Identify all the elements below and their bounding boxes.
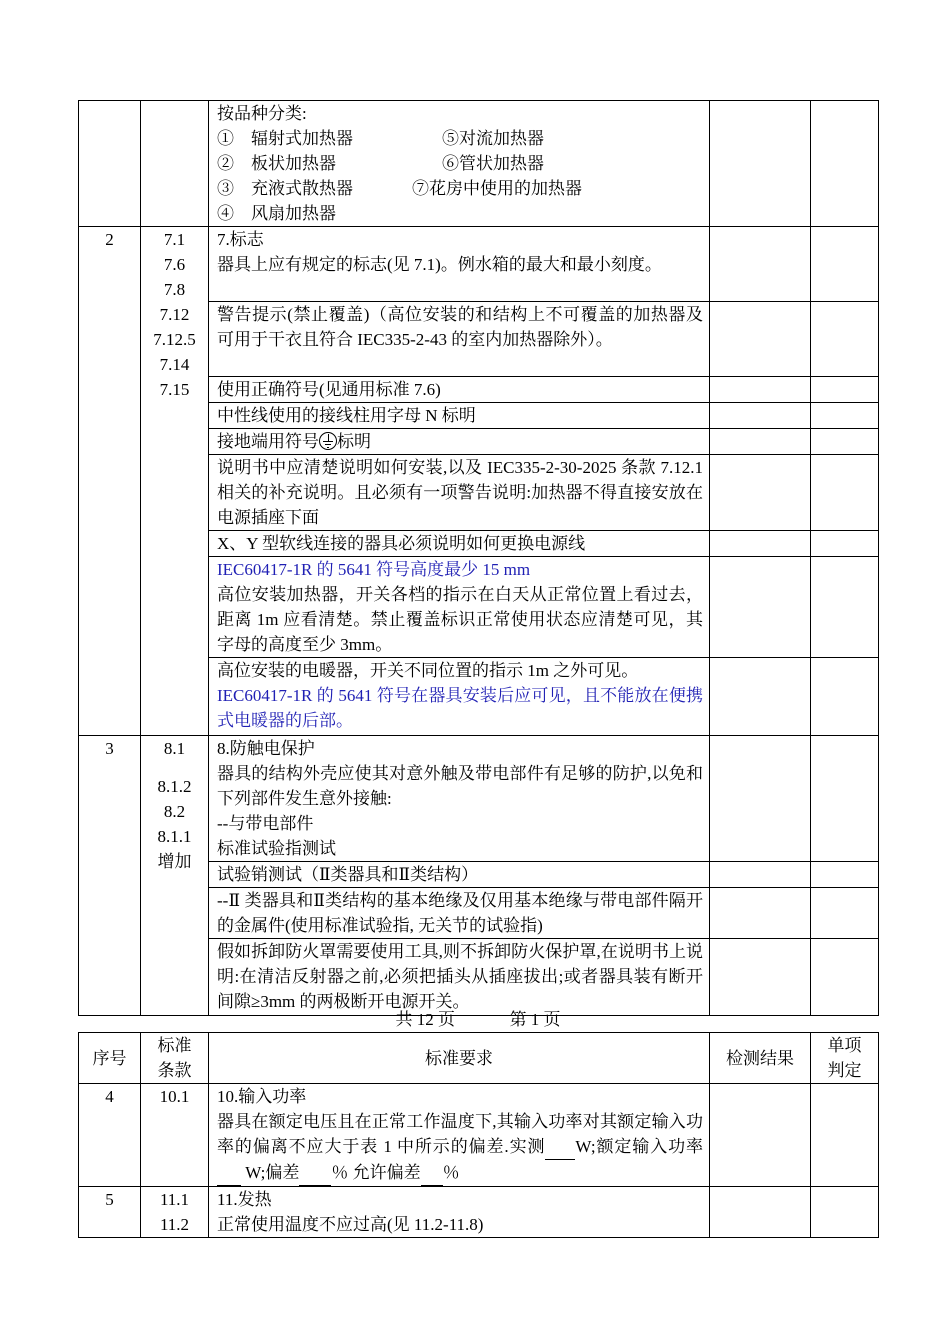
result-cell[interactable] xyxy=(710,1084,811,1187)
pct-label: ％ xyxy=(442,1163,460,1182)
result-cell[interactable] xyxy=(710,531,811,557)
clause-number: 11.2 xyxy=(159,1215,190,1234)
clause-number: 增加 xyxy=(157,852,192,871)
requirement-test-pin: 试验销测试（Ⅱ类器具和Ⅱ类结构） xyxy=(209,862,710,888)
result-cell[interactable] xyxy=(710,403,811,429)
item-number: 2 xyxy=(79,227,141,736)
header-result: 检测结果 xyxy=(710,1033,811,1084)
clause-number: 8.1 xyxy=(163,739,186,758)
result-cell[interactable] xyxy=(710,455,811,531)
category-option: ② 板状加热器 xyxy=(217,154,336,173)
category-heading: 按品种分类: xyxy=(217,104,307,123)
verdict-cell[interactable] xyxy=(811,1187,879,1238)
result-cell[interactable] xyxy=(710,658,811,736)
header-requirement: 标准要求 xyxy=(209,1033,710,1084)
category-option: ⑤对流加热器 xyxy=(442,129,544,148)
cell-clause-empty xyxy=(141,101,209,227)
category-row xyxy=(217,151,703,176)
verdict-cell[interactable] xyxy=(811,403,879,429)
header-verdict: 单项判定 xyxy=(811,1033,879,1084)
earth-text-pre: 接地端用符号 xyxy=(217,432,319,451)
test-report-table-continued xyxy=(78,100,879,1016)
verdict-cell[interactable] xyxy=(811,531,879,557)
requirement-high-mounted xyxy=(209,658,710,736)
clause-number: 7.15 xyxy=(159,380,190,399)
clause-number: 7.8 xyxy=(163,280,186,299)
clause-list xyxy=(141,227,209,736)
requirement-earth xyxy=(209,429,710,455)
result-cell[interactable] xyxy=(710,736,811,862)
clause-number: 7.14 xyxy=(159,355,190,374)
requirement-marking xyxy=(209,227,710,302)
result-cell[interactable] xyxy=(710,101,811,227)
verdict-cell[interactable] xyxy=(811,377,879,403)
symbol-height-note: IEC60417-1R 的 5641 符号高度最少 15 mm xyxy=(217,560,531,579)
clause-number: 8.1.2 xyxy=(157,777,192,796)
result-cell[interactable] xyxy=(710,1187,811,1238)
category-row xyxy=(217,176,703,201)
test-report-table xyxy=(78,1032,879,1238)
verdict-cell[interactable] xyxy=(811,101,879,227)
requirement-warning: 警告提示(禁止覆盖)（高位安装的和结构上不可覆盖的加热器及可用于干衣且符合 IEC335-2-43 的室内加热器除外）。 xyxy=(209,302,710,377)
req-line: 标准试验指测试 xyxy=(217,839,336,858)
requirement-heating xyxy=(209,1187,710,1238)
header-clause: 标准条款 xyxy=(141,1033,209,1084)
result-cell[interactable] xyxy=(710,429,811,455)
verdict-cell[interactable] xyxy=(811,557,879,658)
requirement-indicator xyxy=(209,557,710,658)
earth-symbol-icon xyxy=(319,432,337,450)
high-mounted-text: 高位安装的电暖器，开关不同位置的指示 1m 之外可见。 xyxy=(217,661,639,680)
req-line: --与带电部件 xyxy=(217,814,314,833)
clause-number: 7.12.5 xyxy=(153,330,196,349)
verdict-cell[interactable] xyxy=(811,227,879,302)
result-cell[interactable] xyxy=(710,557,811,658)
requirement-instructions: 说明书中应清楚说明如何安装,以及 IEC335-2-30-2025 条款 7.12.1 相关的补充说明。且必须有一项警告说明:加热器不得直接安放在电源插座下面 xyxy=(209,455,710,531)
clause-list xyxy=(141,1187,209,1238)
req-title: 7.标志 xyxy=(217,230,264,249)
result-cell[interactable] xyxy=(710,227,811,302)
category-rows xyxy=(217,126,703,226)
indicator-text: 高位安装加热器，开关各档的指示在白天从正常位置上看过去，距离 1m 应看清楚。禁止覆盖标识正常使用状态应清楚可见，其字母的高度至少 3mm。 xyxy=(217,585,703,654)
category-option: ⑦花房中使用的加热器 xyxy=(412,179,582,198)
verdict-cell[interactable] xyxy=(811,862,879,888)
req-text: 器具上应有规定的标志(见 7.1)。例水箱的最大和最小刻度。 xyxy=(217,255,662,274)
requirement-symbols: 使用正确符号(见通用标准 7.6) xyxy=(209,377,710,403)
category-option: ④ 风扇加热器 xyxy=(217,204,336,223)
symbol-visible-note: IEC60417-1R 的 5641 符号在器具安装后应可见，且不能放在便携式电暖器的后部。 xyxy=(217,686,703,730)
item-number: 4 xyxy=(79,1084,141,1187)
requirement-shock-protection xyxy=(209,736,710,862)
requirement-class-ii: --Ⅱ 类器具和Ⅱ类结构的基本绝缘及仅用基本绝缘与带电部件隔开的金属件(使用标准试验指, 无关节的试验指) xyxy=(209,888,710,939)
category-option: ⑥管状加热器 xyxy=(442,154,544,173)
clause: 10.1 xyxy=(141,1084,209,1187)
verdict-cell[interactable] xyxy=(811,888,879,939)
rated-power-field[interactable] xyxy=(217,1160,241,1186)
verdict-cell[interactable] xyxy=(811,736,879,862)
verdict-cell[interactable] xyxy=(811,939,879,1016)
clause-number: 7.6 xyxy=(163,255,186,274)
req-text: 器具在额定电压且在正常工作温度下,其输入功率对其额定输入功率的偏离不应大于表 1 中所示的偏差.实测 xyxy=(217,1112,703,1156)
clause-number: 8.1.1 xyxy=(157,827,192,846)
verdict-cell[interactable] xyxy=(811,429,879,455)
result-cell[interactable] xyxy=(710,377,811,403)
req-title: 10.输入功率 xyxy=(217,1087,307,1106)
item-number: 3 xyxy=(79,736,141,1016)
clause-list xyxy=(141,736,209,1016)
cell-no-empty xyxy=(79,101,141,227)
result-cell[interactable] xyxy=(710,302,811,377)
allowed-field[interactable] xyxy=(421,1160,443,1186)
verdict-cell[interactable] xyxy=(811,302,879,377)
deviation-label: W;偏差 xyxy=(245,1163,300,1182)
earth-text-post: 标明 xyxy=(337,432,371,451)
category-list xyxy=(209,101,710,227)
clause-number: 7.12 xyxy=(159,305,190,324)
requirement-cord: X、Y 型软线连接的器具必须说明如何更换电源线 xyxy=(209,531,710,557)
req-text: 正常使用温度不应过高(见 11.2-11.8) xyxy=(217,1215,484,1234)
category-row xyxy=(217,201,703,226)
page-footer xyxy=(78,1009,878,1031)
clause-number: 8.2 xyxy=(163,802,186,821)
deviation-field[interactable] xyxy=(299,1160,331,1186)
rated-label: W;额定输入功率 xyxy=(575,1137,704,1156)
verdict-cell[interactable] xyxy=(811,455,879,531)
requirement-fire-guard: 假如拆卸防火罩需要使用工具,则不拆卸防火保护罩,在说明书上说明:在清洁反射器之前,必须把插头从插座拔出;或者器具装有断开间隙≥3mm 的两极断开电源开关。 xyxy=(209,939,710,1016)
current-page: 第 1 页 xyxy=(509,1010,561,1029)
category-row xyxy=(217,126,703,151)
result-cell[interactable] xyxy=(710,939,811,1016)
measured-power-field[interactable] xyxy=(545,1134,575,1160)
result-cell[interactable] xyxy=(710,862,811,888)
item-number: 5 xyxy=(79,1187,141,1238)
verdict-cell[interactable] xyxy=(811,1084,879,1187)
category-option: ③ 充液式散热器 xyxy=(217,179,353,198)
requirement-input-power xyxy=(209,1084,710,1187)
verdict-cell[interactable] xyxy=(811,658,879,736)
header-no: 序号 xyxy=(79,1033,141,1084)
clause-number: 7.1 xyxy=(163,230,186,249)
total-pages: 共 12 页 xyxy=(395,1010,455,1029)
req-line: 器具的结构外壳应使其对意外触及带电部件有足够的防护,以免和下列部件发生意外接触: xyxy=(217,764,703,808)
req-title: 11.发热 xyxy=(217,1190,272,1209)
allowed-label: ％ 允许偏差 xyxy=(331,1163,421,1182)
requirement-neutral: 中性线使用的接线柱用字母 N 标明 xyxy=(209,403,710,429)
category-option: ① 辐射式加热器 xyxy=(217,129,353,148)
req-line: 8.防触电保护 xyxy=(217,739,315,758)
clause-number: 11.1 xyxy=(159,1190,190,1209)
result-cell[interactable] xyxy=(710,888,811,939)
